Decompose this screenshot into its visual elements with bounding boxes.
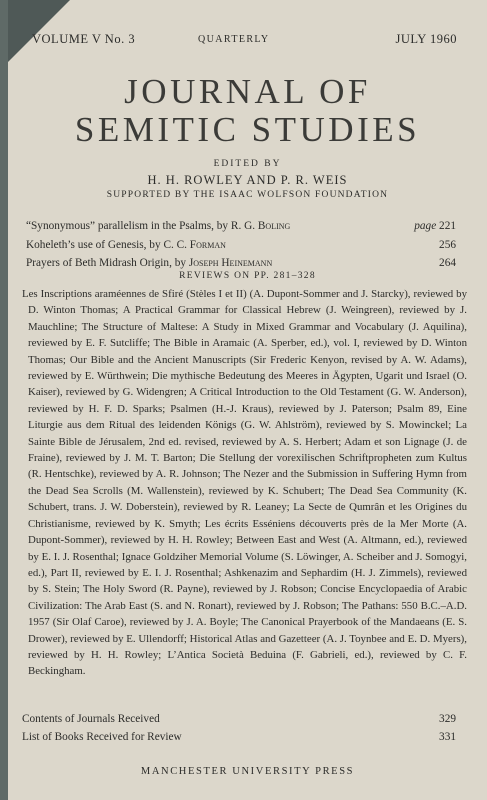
publisher: MANCHESTER UNIVERSITY PRESS bbox=[140, 766, 355, 777]
reviews-heading: REVIEWS ON PP. 281–328 bbox=[179, 271, 316, 281]
folded-corner bbox=[8, 0, 70, 62]
journal-cover bbox=[8, 0, 487, 800]
edited-by-label: EDITED BY bbox=[213, 159, 282, 169]
article-row bbox=[26, 254, 456, 273]
article-title: “Synonymous” parallelism in the Psalms, by bbox=[26, 220, 229, 232]
page-number: 221 bbox=[439, 220, 456, 232]
article-page: 264 bbox=[439, 257, 456, 269]
frequency: QUARTERLY bbox=[198, 34, 270, 45]
back-matter-label: List of Books Received for Review bbox=[22, 731, 182, 743]
back-matter-row bbox=[22, 710, 456, 728]
page-prefix: page bbox=[414, 220, 437, 232]
article-row bbox=[26, 236, 456, 255]
back-matter-list bbox=[22, 710, 456, 746]
back-matter-label: Contents of Journals Received bbox=[22, 713, 160, 725]
reviews-block bbox=[22, 286, 467, 680]
article-author: Joseph Heinemann bbox=[188, 257, 273, 269]
support-line: SUPPORTED BY THE ISAAC WOLFSON FOUNDATION bbox=[106, 190, 389, 200]
back-matter-page: 331 bbox=[439, 731, 456, 743]
back-matter-page: 329 bbox=[439, 713, 456, 725]
article-page bbox=[414, 217, 456, 236]
volume-number: VOLUME V No. 3 bbox=[32, 32, 136, 46]
article-author: R. G. Boling bbox=[230, 220, 291, 232]
article-author: C. C. Forman bbox=[163, 238, 226, 251]
reviews-text: Les Inscriptions araméennes de Sfiré (Stèles I et II) (A. Dupont-Sommer and J. Starcky), reviewed by D. Winton Thomas; A Practical Grammar for Classical Hebrew (J. Weingreen), reviewed by J. Mauchline; The Structure of Maltese: A Study in Mixed Grammar and Vocabulary (J. Aquilina), reviewed by E. F. Sutcliffe; The Bible in Aramaic (A. Sperber, ed.), vol. I, reviewed by D. Winton Thomas; Our Bible and the Ancient Manuscripts (Sir Frederic Kenyon, revised by A. W. Adams), reviewed by E. Würthwein; Die mythische Bedeutung des Meeres in Ägypten, Ugarit und Israel (O. Kaiser), reviewed by G. Widengren; A Critical Introduction to the Old Testament (G. W. Anderson), reviewed by H. F. D. Sparks; Psalmen (H.-J. Kraus), reviewed by J. Paterson; Psalm 89, Eine Liturgie aus dem Ritual des leidenden Königs (G. W. Ahlström), reviewed by S. Mowinckel; La Sainte Bible de Jérusalem, 2nd ed. revised, reviewed by A. S. Herbert; Adam et son Lignage (J. de Fraine), reviewed by J. M. T. Barton; Die Stellung der vorexilischen Schriftpropheten zum Kultus (R. Hentschke), reviewed by A. R. Johnson; The Nezer and the Submission in Suffering Hymn from the Dead Sea Scrolls (M. Wallenstein), reviewed by K. Schubert; The Dead Sea Community (K. Schubert, trans. J. W. Doberstein), reviewed by R. Leaney; La Secte de Qumrân et les Origines du Christianisme, reviewed by K. Smyth; Les écrits Esséniens découverts près de la Mer Morte (A. Dupont-Sommer), reviewed by H. H. Rowley; Between East and West (A. Altmann, ed.), reviewed by E. I. J. Rosenthal; Ignace Goldziher Memorial Volume (S. Löwinger, A. Scheiber and J. Somogyi, ed.), Part II, reviewed by E. I. J. Rosenthal; Ashkenazim and Sephardim (H. J. Zimmels), reviewed by S. Stein; The Holy Sword (R. Payne), reviewed by J. Robson; Concise Encyclopaedia of Arabic Civilization: The Arab East (S. and N. Ronart), reviewed by J. Robson; The Pathans: 550 B.C.–A.D. 1957 (Sir Olaf Caroe), reviewed by J. A. Boyle; The Canonical Prayerbook of the Mandaeans (E. S. Drower), reviewed by E. Ullendorff; Historical Atlas and Gazetteer (A. J. Toynbee and E. D. Myers), reviewed by H. H. Rowley; L’Antica Società Beduina (F. Gabrieli, ed.), reviewed by C. F. Beckingham. bbox=[22, 288, 467, 678]
issue-date: JULY 1960 bbox=[395, 32, 457, 46]
back-matter-row bbox=[22, 728, 456, 746]
article-list bbox=[26, 217, 456, 273]
editors: H. H. ROWLEY AND P. R. WEIS bbox=[147, 173, 348, 187]
article-row bbox=[26, 217, 456, 236]
title-line-2: SEMITIC STUDIES bbox=[74, 110, 421, 149]
journal-title bbox=[8, 73, 487, 149]
article-title: Prayers of Beth Midrash Origin, by bbox=[26, 257, 187, 269]
article-page: 256 bbox=[439, 238, 456, 251]
title-line-1: JOURNAL OF bbox=[124, 72, 371, 111]
article-title: Koheleth’s use of Genesis, by bbox=[26, 238, 161, 251]
